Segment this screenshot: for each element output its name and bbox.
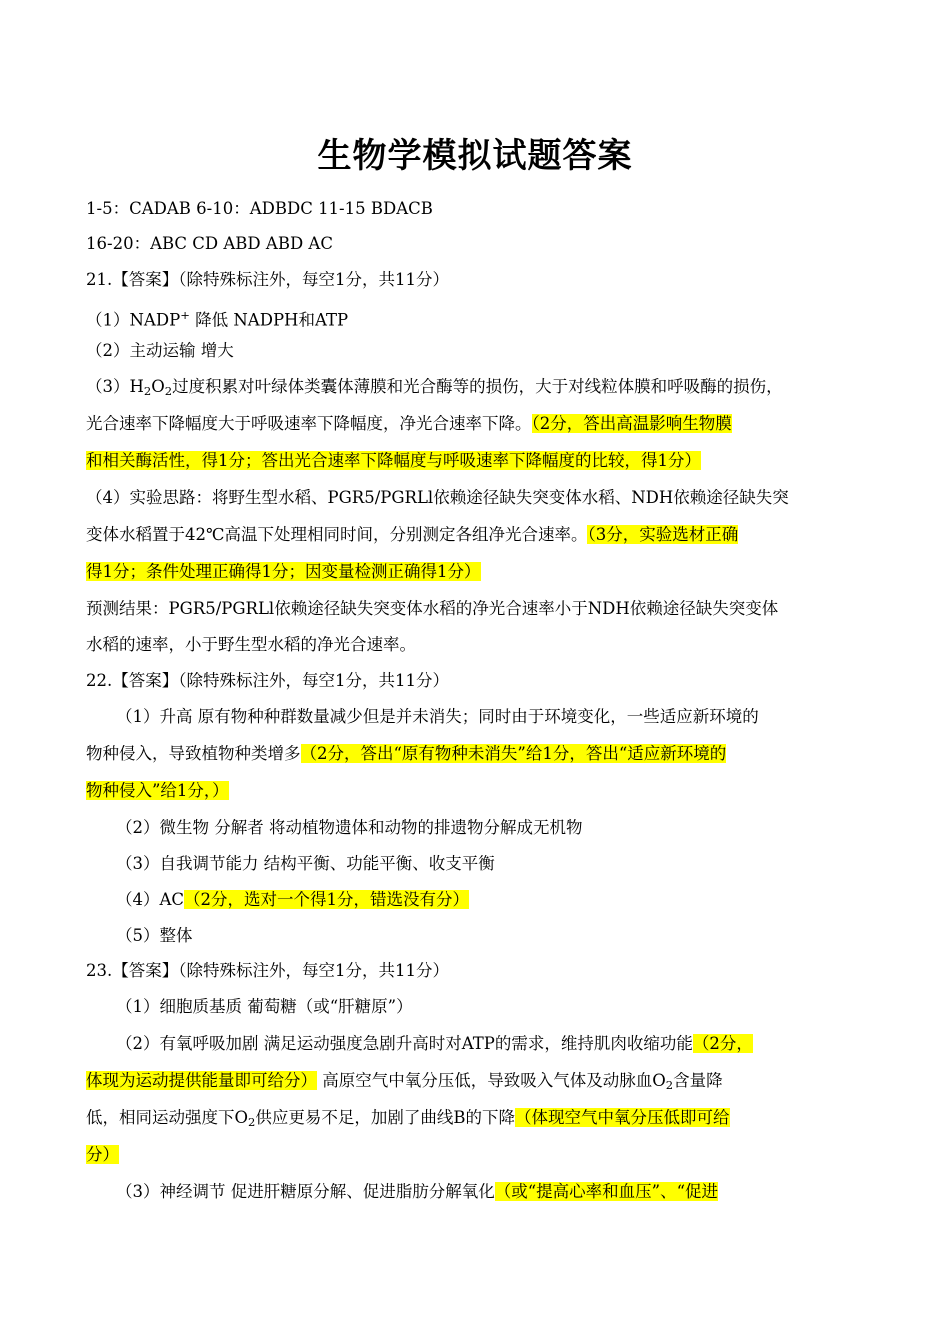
scoring-note: 体现为运动提供能量即可给分）	[86, 1071, 317, 1090]
answer-text: （2）主动运输 增大	[86, 341, 234, 360]
answer-text: （3）H	[86, 377, 144, 396]
answer-text: 光合速率下降幅度大于呼吸速率下降幅度，净光合速率下降。	[86, 414, 532, 433]
answer-text: （1）升高 原有物种种群数量减少但是并未消失；同时由于环境变化，一些适应新环境的	[116, 707, 759, 726]
scoring-note: （2分，	[692, 1034, 753, 1053]
scoring-note: （2分，答出高温影响生物膜	[531, 414, 732, 433]
subscript: 2	[164, 383, 173, 398]
answer-text: 供应更易不足，加剧了曲线B的下降	[255, 1108, 516, 1127]
scoring-note: （2分，答出“原有物种未消失”给1分，答出“适应新环境的	[300, 744, 727, 763]
scoring-note: 和相关酶活性，得1分；答出光合速率下降幅度与呼吸速率下降幅度的比较，得1分）	[86, 451, 701, 470]
answer-line	[116, 851, 495, 877]
answer-text: （3）神经调节 促进肝糖原分解、促进脂肪分解氧化	[116, 1182, 495, 1201]
answer-line	[86, 196, 433, 222]
answer-text: 低，相同运动强度下O	[86, 1108, 249, 1127]
answer-text: 降低 NADPH和ATP	[189, 310, 349, 330]
answer-text: 预测结果：PGR5/PGRLl依赖途径缺失突变体水稻的净光合速率小于NDH依赖途径缺失突变体	[86, 599, 779, 618]
superscript: +	[180, 308, 190, 322]
answer-text: 变体水稻置于42℃高温下处理相同时间，分别测定各组净光合速率。	[86, 525, 588, 544]
answer-line	[116, 994, 413, 1020]
answer-line	[116, 887, 469, 913]
answer-line	[86, 267, 449, 293]
answer-text: 含量降	[673, 1071, 723, 1090]
answer-text: （4）实验思路：将野生型水稻、PGR5/PGRLl依赖途径缺失突变体水稻、NDH依赖途径缺失突	[86, 488, 789, 507]
scoring-note: （体现空气中氧分压低即可给	[515, 1108, 730, 1127]
scoring-note: （2分，选对一个得1分，错选没有分）	[184, 890, 470, 909]
answer-line	[86, 559, 481, 585]
scoring-note: 得1分；条件处理正确得1分；因变量检测正确得1分）	[86, 562, 481, 581]
answer-line	[116, 1179, 718, 1205]
answer-text: （1）细胞质基质 葡萄糖（或“肝糖原”）	[116, 997, 413, 1016]
answer-line	[116, 704, 759, 730]
answer-line	[86, 668, 449, 694]
scoring-note: 物种侵入”给1分，）	[86, 781, 229, 800]
answer-line	[116, 1031, 753, 1057]
answer-line	[86, 1068, 723, 1098]
answer-line	[86, 1105, 730, 1135]
answer-text: 水稻的速率，小于野生型水稻的净光合速率。	[86, 635, 416, 654]
answer-line	[86, 522, 738, 548]
answer-text: 高原空气中氧分压低，导致吸入气体及动脉血O	[317, 1071, 666, 1090]
answer-line	[116, 815, 583, 841]
answer-line	[116, 923, 193, 949]
answer-text: 1-5：CADAB 6-10：ADBDC 11-15 BDACB	[86, 199, 433, 218]
answer-line	[86, 302, 348, 333]
answer-line	[86, 958, 449, 984]
subscript: 2	[143, 383, 152, 398]
answer-text: （4）AC	[116, 890, 185, 909]
answer-text: （3）自我调节能力 结构平衡、功能平衡、收支平衡	[116, 854, 495, 873]
page-title: 生物学模拟试题答案	[317, 136, 633, 176]
answer-line	[86, 448, 701, 474]
answer-line	[86, 411, 732, 437]
answer-line	[86, 338, 234, 364]
subscript: 2	[665, 1077, 674, 1092]
scoring-note: （3分，实验选材正确	[587, 525, 739, 544]
subscript: 2	[248, 1114, 256, 1129]
answer-text: 16-20：ABC CD ABD ABD AC	[86, 234, 333, 253]
answer-line	[86, 231, 333, 257]
scoring-note: （或“提高心率和血压”、“促进	[494, 1182, 719, 1201]
answer-text: 23.【答案】（除特殊标注外，每空1分，共11分）	[86, 961, 449, 980]
answer-line	[86, 596, 778, 622]
answer-text: （2）微生物 分解者 将动植物遗体和动物的排遗物分解成无机物	[116, 818, 583, 837]
answer-text: （1）NADP	[86, 310, 181, 330]
answer-line	[86, 741, 726, 767]
answer-line	[86, 632, 416, 658]
answer-text: O	[151, 377, 165, 396]
answer-line	[86, 1142, 119, 1168]
answer-text: 21.【答案】（除特殊标注外，每空1分，共11分）	[86, 270, 449, 289]
scoring-note: 分）	[86, 1145, 119, 1164]
answer-text: 物种侵入，导致植物种类增多	[86, 744, 301, 763]
answer-text: （2）有氧呼吸加剧 满足运动强度急剧升高时对ATP的需求，维持肌肉收缩功能	[116, 1034, 693, 1053]
answer-line	[86, 778, 229, 804]
answer-line	[86, 485, 789, 511]
answer-text: 过度积累对叶绿体类囊体薄膜和光合酶等的损伤，大于对线粒体膜和呼吸酶的损伤，	[172, 377, 783, 396]
answer-text: （5）整体	[116, 926, 193, 945]
answer-line	[86, 374, 783, 404]
answer-text: 22.【答案】（除特殊标注外，每空1分，共11分）	[86, 671, 449, 690]
